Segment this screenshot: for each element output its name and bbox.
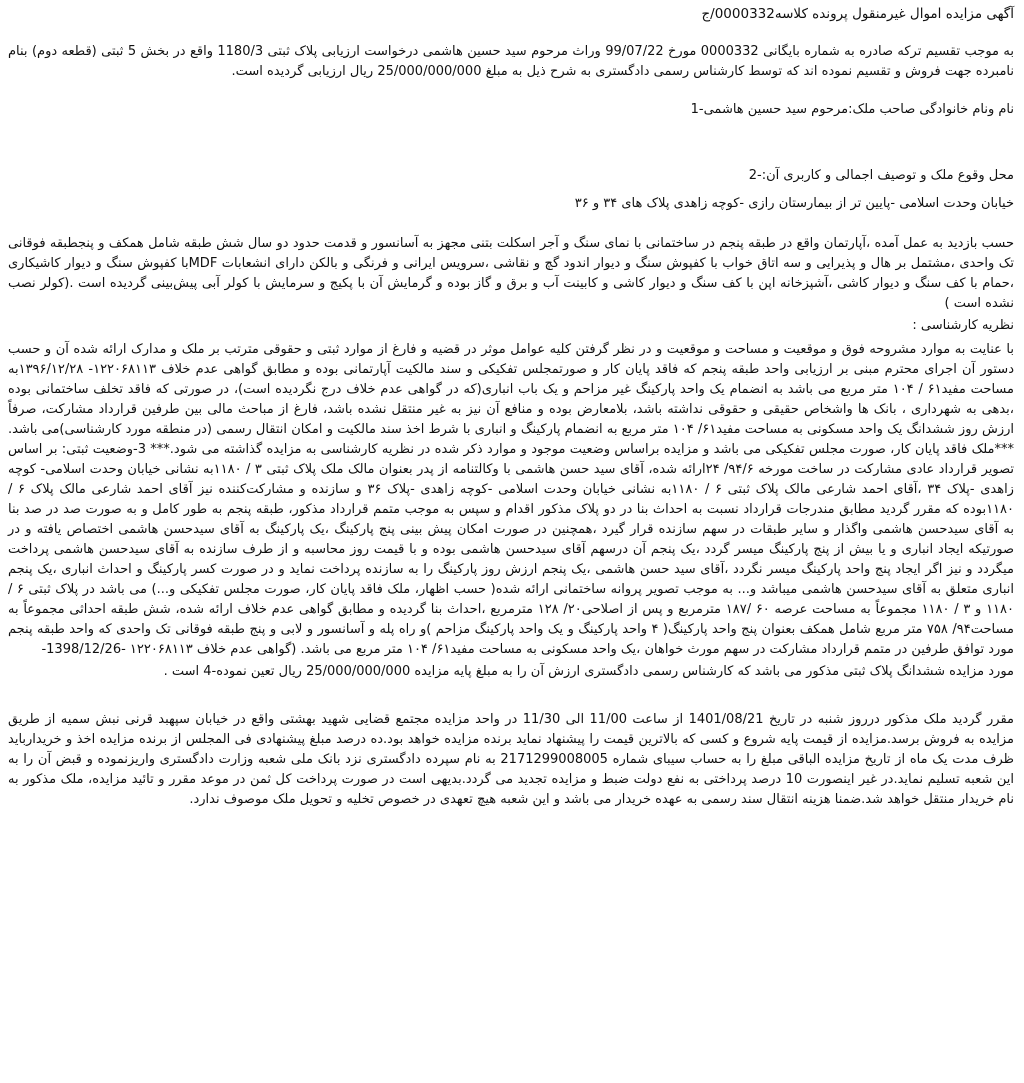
auction-terms-paragraph: مقرر گردید ملک مذکور درروز شنبه در تاریخ 1401/08/21 از ساعت 11/00 الی 11/30 در واحد مزایده مجتمع قضایی شهید بهشتی واقع در خیابان سپهبد قرنی نبش سمیه از طریق مزایده به فروش برسد.مزایده از قیمت پایه شروع و کسی که بالاترین قیمت را پیشنهاد نماید برنده مزایده خواهد بود.ده درصد مبلغ پیشنهادی فی المجلس از برنده مزایده اخذ و خریدارباید ظرف مدت یک ماه از تاریخ مزایده الباقی مبلغ را به حساب سیبای شماره 2171299008005 به نام سپرده دادگستری نزد بانک ملی شعبه وزارت دادگستری واریزنموده و قبض آن را به این شعبه تسلیم نماید.در غیر اینصورت 10 درصد پرداختی به نفع دولت ضبط و مزایده تجدید می گردد.بدیهی است در صورت پرداخت کل ثمن در موعد مقرر و تائید مزایده، ملک مذکور به نام خریدار منتقل خواهد شد.ضمنا هزینه انتقال سند رسمی به عهده خریدار می باشد و این شعبه هیچ تعهدی در خصوص تخلیه و تحویل ملک موصوف ندارد. xyxy=(8,712,1015,807)
notice-title: آگهی مزایده اموال غیرمنقول پرونده کلاسه0000332/ج xyxy=(701,6,1014,22)
intro-paragraph: به موجب تقسیم ترکه صادره به شماره بایگانی 0000332 مورخ 99/07/22 وراث مرحوم سید حسین هاشمی درخواست ارزیابی پلاک ثبتی 1180/3 واقع در بخش 5 ثبتی (قطعه دوم) بنام نامبرده جهت فروش و تقسیم نموده اند که توسط کارشناس رسمی دادگستری به شرح ذیل به مبلغ 25/000/000/000 ریال ارزیابی گردیده است. xyxy=(8,44,1014,79)
expert-opinion: با عنایت به موارد مشروحه فوق و موقعیت و مساحت و موقعیت و در نظر گرفتن کلیه عوامل موثر در قضیه و فارغ از موارد ثبتی و حقوقی مترتب بر ملک و مدارک ارائه شده آن و حسب دستور آن اجرای محترم مبنی بر ارزیابی واحد طبقه پنجم که فاقد پایان کار و صورتمجلس تفکیکی و سند مالکیت آپارتمانی بوده و مطابق گواهی عدم خلاف ۱۲۲۰۶۸۱۱۳- ۱۳۹۶/۱۲/۲۸به مساحت مفید۶۱ / ۱۰۴ متر مربع می باشد به انضمام یک واحد پارکینگ غیر مزاحم و یک باب انباری(که در گواهی عدم خلاف درج نگردیده است)، در صورتی که فاقد تخلف ساختمانی بوده ،بدهی به شهرداری ، بانک ها واشخاص حقیقی و حقوقی نداشته باشد، بلامعارض بوده و منافع آن نیز به غیر منتقل نشده باشد، فارغ از مباحث مالی بین طرفین قرارداد مشارکت، صرفاً ارزش روز ششدانگ یک واحد مسکونی به مساحت مفید۶۱/ ۱۰۴ متر مربع به انضمام پارکینگ و انباری با شرط اخذ سند مالکیت و امکان انتقال رسمی (در منطقه مورد کارشناسی)می باشد. ***ملک فاقد پایان کار، صورت مجلس تفکیکی می باشد و مزایده براساس وضعیت موجود و موارد ذکر شده در نظریه کارشناسی به مزایده گذاشته می شود.*** 3-وضعیت ثبتی: بر اساس تصویر قرارداد عادی مشارکت در ساخت مورخه ۹۴/۶/ ۲۴ارائه شده، آقای سید حسن هاشمی با وکالتنامه از پدر بعنوان مالک ملک پلاک ثبتی ۳ / ۱۱۸۰به نشانی خیابان وحدت اسلامی- کوچه زاهدی -پلاک ۳۴ ،آقای احمد شارعی مالک پلاک ثبتی ۶ / ۱۱۸۰به نشانی خیابان وحدت اسلامی -کوچه زاهدی -پلاک ۳۶ و سازنده و مشارکت‌کننده نیز آقای احمد شارعی مالک پلاک ۶ /۱۱۸۰بوده که مقرر گردید مطابق مندرجات قرارداد نسبت به احداث بنا در دو پلاک مذکور اقدام و سپس به موجب متمم قرارداد مذکور، طبقه پنجم به طور کامل و به صورت صد در صد بنا به آقای سیدحسن هاشمی واگذار و سایر طبقات در سهم سازنده قرار گیرد ،همچنین در صورت امکان پیش بینی پنج پارکینگ ،یک پارکینگ به آقای سیدحسن هاشمی اختصاص یافته و در صورتیکه ایجاد انباری و یا بیش از پنج پارکینگ میسر گردد ،یک پنجم آن درسهم آقای سیدحسن هاشمی بوده و با قیمت روز محاسبه و از طرف سازنده به آقای سیدحسن هاشمی پرداخت میگردد و نیز اگر ایجاد پنج واحد پارکینگ میسر نگردد ،آقای سید حسن هاشمی ،یک پنجم ارزش روز پارکینگ را به سازنده پرداخت نماید و در صورت کسر پارکینگ و احداث انباری ،یک پنجم انباری متعلق به آقای سیدحسن هاشمی میباشد و... به موجب تصویر پروانه ساختمانی ارائه شده( حسب اظهار، ملک فاقد پایان کار، صورت مجلس تفکیکی و...) می باشد در پلاک ثبتی ۶ / ۱۱۸۰ و ۳ / ۱۱۸۰ مجموعاً به مساحت عرصه ۶۰ /۱۸۷ مترمربع و پس از اصلاحی۲۰/ ۱۲۸ مترمربع ،احداث بنا گردیده و مطابق گواهی عدم خلاف ارائه شده، شش طبقه احداثی مجموعاً به مساحت۹۴/ ۷۵۸ متر مربع شامل همکف بعنوان پنج واحد پارکینگ( ۴ واحد پارکینگ و یک واحد پارکینگ مزاحم )و راه پله و آسانسور و لابی و پنج طبقه فوقانی تک واحدی که واحد طبقه پنجم مورد توافق طرفین در متمم قرارداد مشارکت در سهم مورث خواهان ،یک واحد مسکونی به مساحت مفید۶۱/ ۱۰۴ متر مربع می باشد. (گواهی عدم خلاف ۱۲۲۰۶۸۱۱۳ -1398/12/26- xyxy=(8,342,1015,657)
notice-content xyxy=(8,4,1014,810)
location-label: محل وقوع ملک و توصیف اجمالی و کاربری آن:-2 xyxy=(748,168,1014,183)
address-line: خیابان وحدت اسلامی -پایین تر از بیمارستان رازی -کوچه زاهدی پلاک های ۳۴ و ۳۶ xyxy=(574,196,1014,211)
owner-line: نام ونام خانوادگی صاحب ملک:مرحوم سید حسین هاشمی-1 xyxy=(690,102,1014,117)
property-description: حسب بازدید به عمل آمده ،آپارتمان واقع در طبقه پنجم در ساختمانی با نمای سنگ و آجر اسکلت بتنی مجهز به آسانسور و قدمت حدود دو سال شش طبقه شامل همکف و پنجطبقه فوقانی تک واحدی ،مشتمل بر هال و پذیرایی و سه اتاق خواب با کفپوش سنگ و دیوار اندود گچ و نقاشی ،سرویس ایرانی و فرنگی و بالکن دارای انشعابات MDFبا کفپوش سنگ و دیوار کاشیکاری ،حمام با کف سنگ و دیوار کاشی ،آشپزخانه اپن با کف سنگ و دیوار کاشی و کابینت آب و برق و گاز بوده و گرمایش آن با پکیج و سرمایش با کولر آبی پیش‌بینی گردیده است .(کولر نصب نشده است ) xyxy=(8,236,1014,311)
base-price-paragraph: مورد مزایده ششدانگ پلاک ثبتی مذکور می باشد که کارشناس رسمی دادگستری ارزش آن را به مبلغ پایه مزایده 25/000/000/000 ریال تعین نموده-4 است . xyxy=(163,664,1014,679)
opinion-heading: نظریه کارشناسی : xyxy=(912,318,1014,333)
